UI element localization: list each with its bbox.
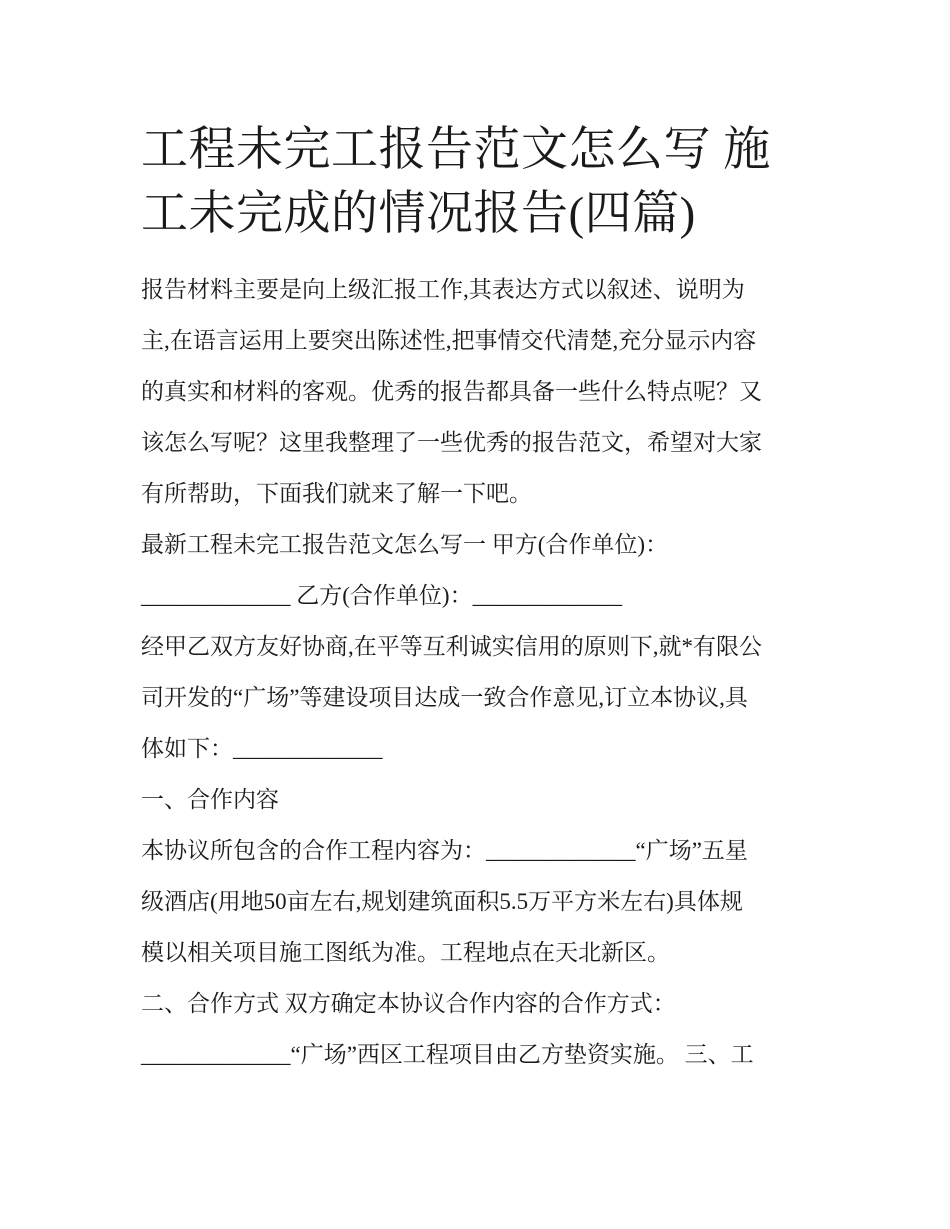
body-line-3: 的真实和材料的客观。优秀的报告都具备一些什么特点呢？又 <box>141 379 762 404</box>
body-line-1: 报告材料主要是向上级汇报工作,其表达方式以叙述、说明为 <box>141 277 745 302</box>
body-line-8: 经甲乙双方友好协商,在平等互利诚实信用的原则下,就*有限公 <box>141 634 762 659</box>
title-line-1: 工程未完工报告范文怎么写 施 <box>141 124 771 176</box>
body-line-13: 级酒店(用地50亩左右,规划建筑面积5.5万平方米左右)具体规 <box>141 889 743 914</box>
body-line-4: 该怎么写呢？这里我整理了一些优秀的报告范文，希望对大家 <box>141 430 762 455</box>
body-line-10: 体如下：_____________ <box>141 736 383 761</box>
body-line-16: _____________“广场”西区工程项目由乙方垫资实施。 三、工 <box>141 1042 754 1067</box>
body-line-2: 主,在语言运用上要突出陈述性,把事情交代清楚,充分显示内容 <box>141 328 757 353</box>
body-line-11: 一、合作内容 <box>141 787 279 812</box>
body-line-14: 模以相关项目施工图纸为准。工程地点在天北新区。 <box>141 940 670 965</box>
body-line-6: 最新工程未完工报告范文怎么写一 甲方(合作单位)： <box>141 532 669 557</box>
document-title <box>141 118 813 246</box>
body-line-9: 司开发的“广场”等建设项目达成一致合作意见,订立本协议,具 <box>141 685 748 710</box>
title-line-2: 工未完成的情况报告(四篇) <box>141 188 696 240</box>
body-line-5: 有所帮助，下面我们就来了解一下吧。 <box>141 481 532 506</box>
body-line-7: _____________ 乙方(合作单位)：_____________ <box>141 583 623 608</box>
document-page <box>141 118 813 1080</box>
body-line-15: 二、合作方式 双方确定本协议合作内容的合作方式： <box>141 991 676 1016</box>
document-body <box>141 264 813 1080</box>
body-line-12: 本协议所包含的合作工程内容为：_____________“广场”五星 <box>141 838 748 863</box>
